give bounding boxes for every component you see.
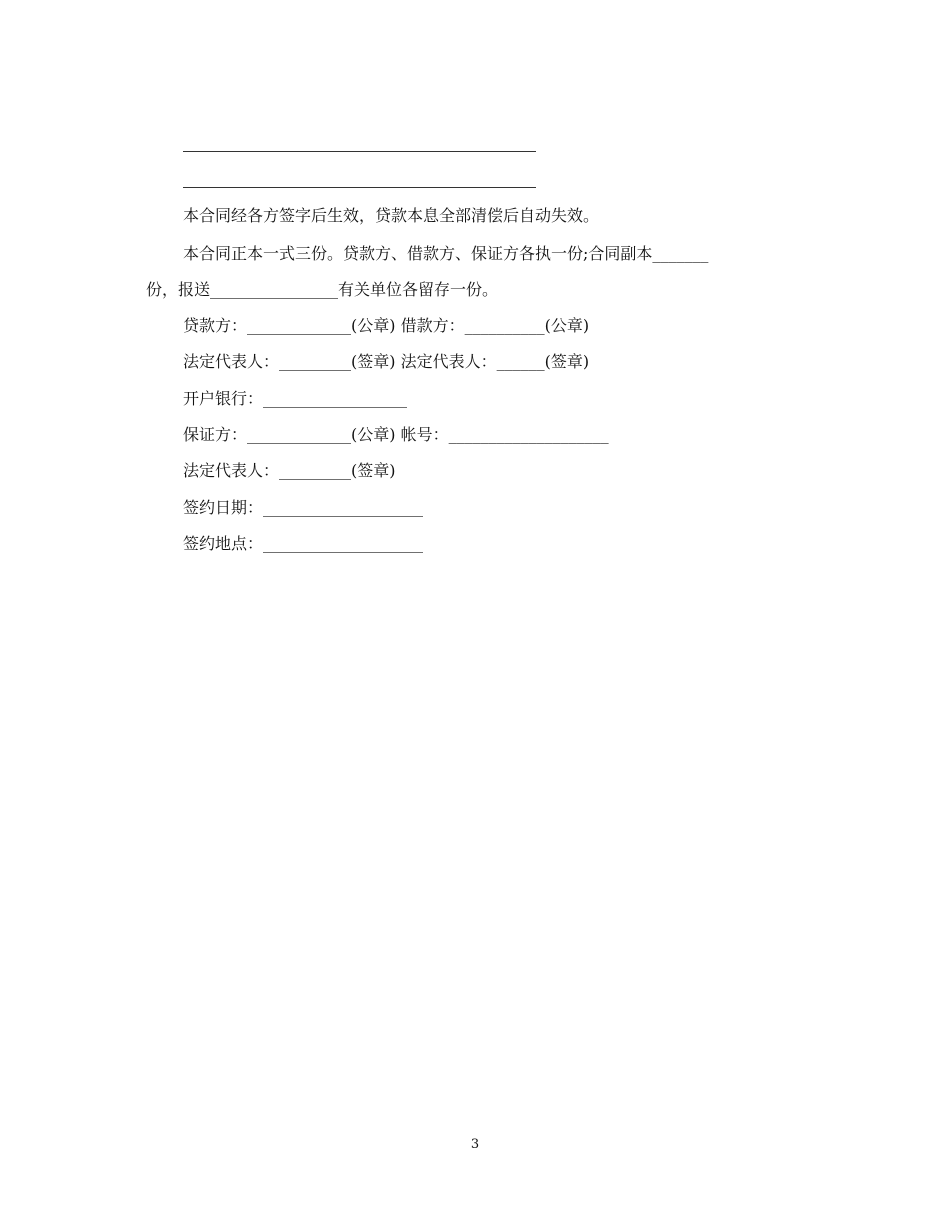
blank-rule-line	[183, 187, 536, 188]
page-number: 3	[470, 1137, 480, 1152]
blank-rule-line	[183, 151, 536, 152]
lender-borrower-seal-line: 贷款方：_____________(公章) 借款方：__________(公章)	[183, 316, 590, 335]
signing-place-line: 签约地点：____________________	[183, 534, 424, 553]
guarantor-account-line: 保证方：_____________(公章) 帐号：____________________	[183, 425, 609, 444]
guarantor-representative-line: 法定代表人：_________(签章)	[183, 461, 396, 480]
legal-representatives-line: 法定代表人：_________(签章) 法定代表人：______(签章)	[183, 352, 590, 371]
bank-line: 开户银行：__________________	[183, 389, 408, 408]
effectiveness-clause: 本合同经各方签字后生效，贷款本息全部清偿后自动失效。	[183, 206, 600, 225]
copies-clause-line-2: 份，报送________________有关单位各留存一份。	[146, 280, 499, 299]
copies-clause-line-1: 本合同正本一式三份。贷款方、借款方、保证方各执一份;合同副本_______	[183, 244, 709, 263]
signing-date-line: 签约日期：____________________	[183, 498, 424, 517]
